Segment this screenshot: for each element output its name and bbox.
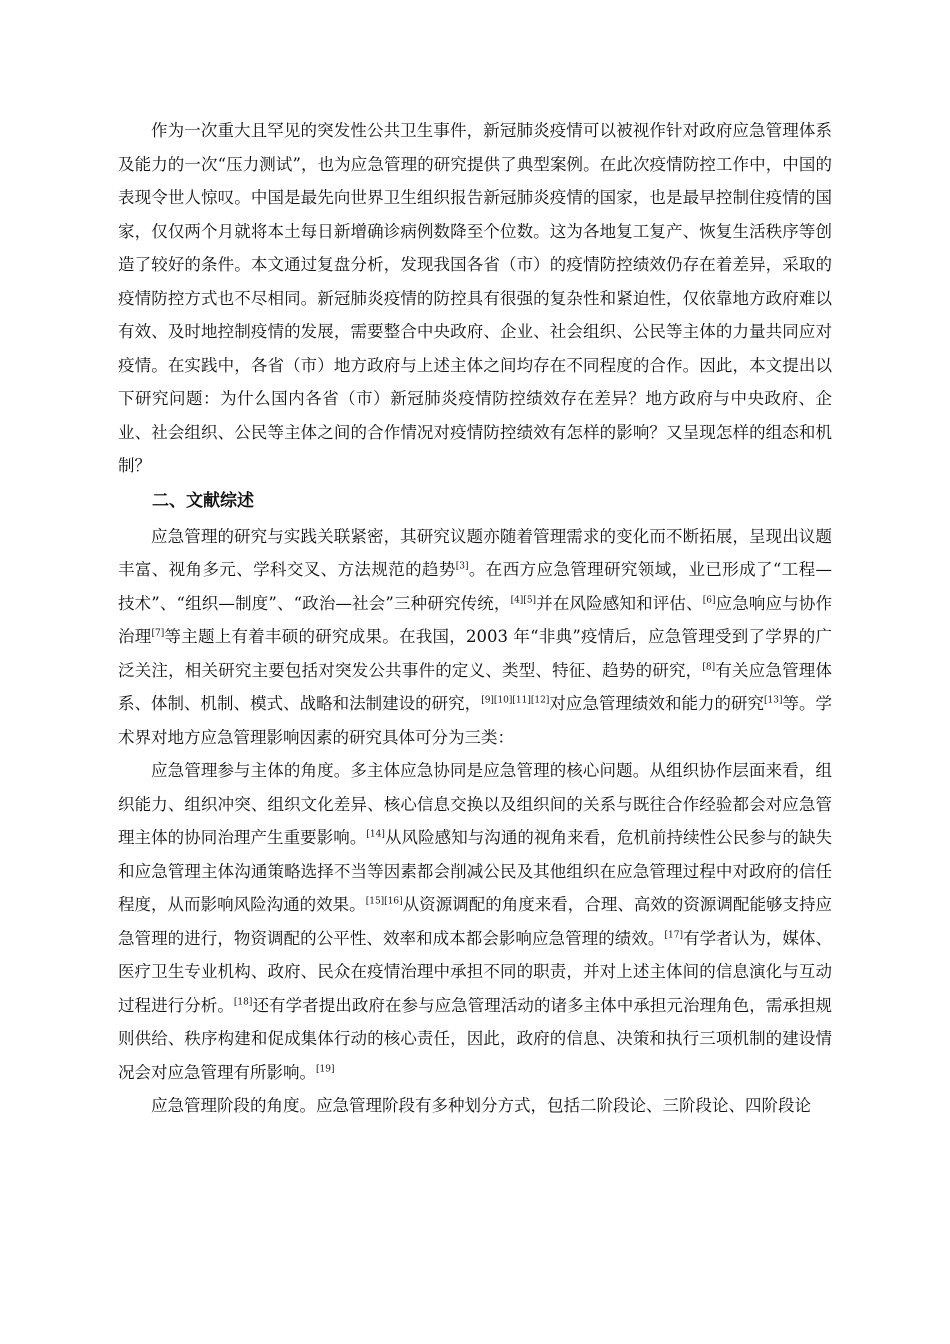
citation-ref: [8] <box>702 662 716 672</box>
citation-ref: [18] <box>233 997 253 1007</box>
text-run: 应急响应与协作治理 <box>118 593 832 646</box>
citation-ref: [9][10][11][12] <box>481 695 550 706</box>
text-run: 。在西方应急管理研究领域，业已形成了“工程—技术”、“组织—制度”、“政治—社会”三种研究传统， <box>118 560 833 613</box>
citation-ref: [3] <box>455 561 469 572</box>
text-run: 等主题上有着丰硕的研究成果。在我国，2003 年“非典”疫情后，应急管理受到了学界的广泛关注，相关研究主要包括对突发公共事件的定义、类型、特征、趋势的研究， <box>118 627 833 680</box>
citation-ref: [17] <box>664 930 683 940</box>
citation-ref: [4][5] <box>510 595 537 605</box>
text-run: 从风险感知与沟通的视角来看，危机前持续性公民参与的缺失和应急管理主体沟通策略选择不当等因素都会削减公民及其他组织在应急管理过程中对政府的信任程度，从而影响风险沟通的效果。 <box>118 828 833 914</box>
text-run: 作为一次重大且罕见的突发性公共卫生事件，新冠肺炎疫情可以被视作针对政府应急管理体系及能力的一次“压力测试”，也为应急管理的研究提供了典型案例。在此次疫情防控工作中，中国的表现令世人惊叹。中国是最先向世界卫生组织报告新冠肺炎疫情的国家，也是最早控制住疫情的国家，仅仅两个月就将本土每日新增确诊病例数降至个位数。这为各地复工复产、恢复生活秩序等创造了较好的条件。本文通过复盘分析，发现我国各省（市）的疫情防控绩效仍存在着差异，采取的疫情防控方式也不尽相同。新冠肺炎疫情的防控具有很强的复杂性和紧迫性，仅依靠地方政府难以有效、及时地控制疫情的发展，需要整合中央政府、企业、社会组织、公民等主体的力量共同应对疫情。在实践中，各省（市）地方政府与上述主体之间均存在不同程度的合作。因此，本文提出以下研究问题：为什么国内各省（市）新冠肺炎疫情防控绩效存在差异？地方政府与中央政府、企业、社会组织、公民等主体之间的合作情况对疫情防控绩效有怎样的影响？又呈现怎样的组态和机制？ <box>118 121 832 475</box>
body-paragraph <box>118 520 832 755</box>
body-paragraph <box>118 114 832 483</box>
body-paragraph <box>118 754 832 1089</box>
text-run: 从资源调配的角度来看，合理、高效的资源调配能够支持应急管理的进行，物资调配的公平性、效率和成本都会影响应急管理的绩效。 <box>118 895 833 948</box>
citation-ref: [13] <box>764 695 783 706</box>
citation-ref: [7] <box>151 628 165 639</box>
text-run: 对应急管理绩效和能力的研究 <box>549 694 764 713</box>
text-run: 并在风险感知和评估、 <box>536 593 703 613</box>
text-run: 有学者认为，媒体、医疗卫生专业机构、政府、民众在疫情治理中承担不同的职责，并对上述主体间的信息演化与互动过程进行分析。 <box>118 928 833 1015</box>
body-paragraph <box>118 1089 832 1123</box>
text-run: 还有学者提出政府在参与应急管理活动的诸多主体中承担元治理角色，需承担规则供给、秩序构建和促成集体行动的核心责任，因此，政府的信息、决策和执行三项机制的建设情况会对应急管理有所影响。 <box>118 995 833 1082</box>
citation-ref: [19] <box>316 1064 335 1074</box>
text-run: 应急管理参与主体的角度。多主体应急协同是应急管理的核心问题。从组织协作层面来看，组织能力、组织冲突、组织文化差异、核心信息交换以及组织间的关系与既往合作经验都会对应急管理主体的协同治理产生重要影响。 <box>118 761 832 847</box>
citation-ref: [6] <box>702 595 716 605</box>
text-run: 应急管理阶段的角度。应急管理阶段有多种划分方式，包括二阶段论、三阶段论、四阶段论 <box>151 1096 811 1115</box>
citation-ref: [14] <box>366 829 385 840</box>
text-run: 二、文献综述 <box>152 490 254 511</box>
document-page <box>118 114 832 1123</box>
text-run: 有关应急管理体系、体制、机制、模式、战略和法制建设的研究， <box>118 660 833 713</box>
section-heading <box>118 483 832 520</box>
text-run: 应急管理的研究与实践关联紧密，其研究议题亦随着管理需求的变化而不断拓展，呈现出议题丰富、视角多元、学科交叉、方法规范的趋势 <box>118 526 832 579</box>
citation-ref: [15][16] <box>365 896 403 907</box>
text-run: 等。学术界对地方应急管理影响因素的研究具体可分为三类： <box>118 694 833 747</box>
